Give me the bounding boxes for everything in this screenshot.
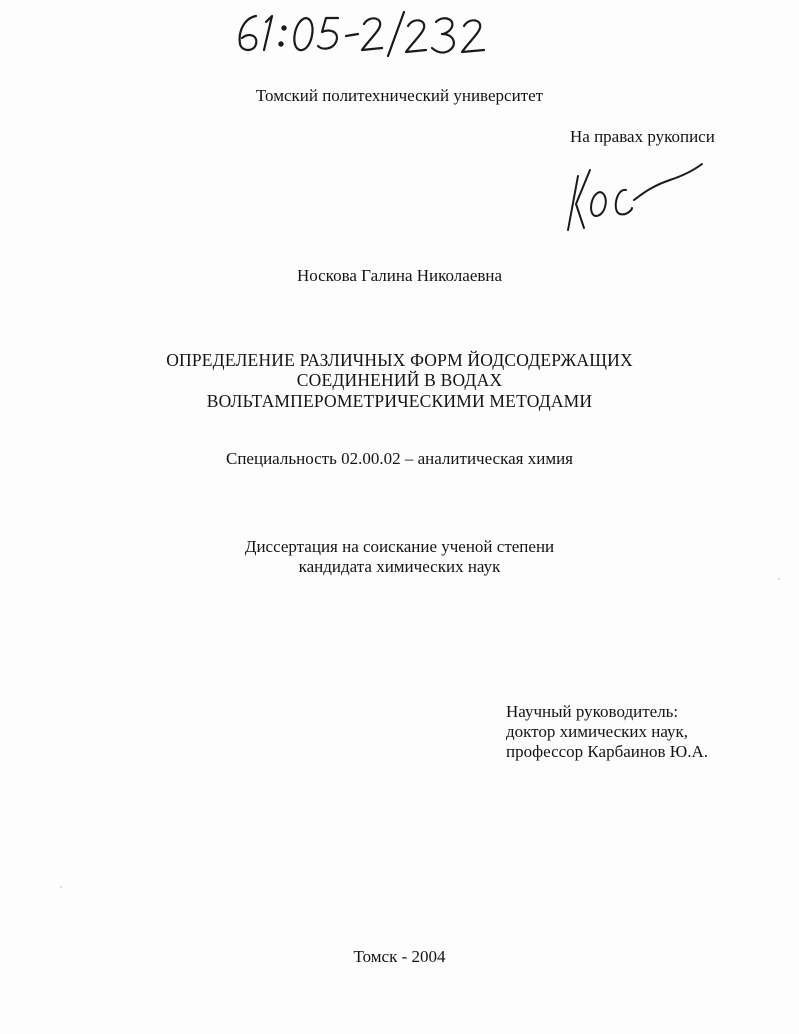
handwritten-archive-code [228, 8, 498, 60]
place-year: Томск - 2004 [353, 947, 446, 966]
degree-line-2: кандидата химических наук [298, 557, 501, 576]
degree-line-1: Диссертация на соискание ученой степени [244, 537, 555, 556]
thesis-title-line-1: ОПРЕДЕЛЕНИЕ РАЗЛИЧНЫХ ФОРМ ЙОДСОДЕРЖАЩИХ [166, 350, 633, 370]
thesis-title-line-3: ВОЛЬТАМПЕРОМЕТРИЧЕСКИМИ МЕТОДАМИ [206, 391, 593, 411]
thesis-title-line-2: СОЕДИНЕНИЙ В ВОДАХ [296, 370, 503, 390]
manuscript-note: На правах рукописи [570, 127, 715, 146]
supervisor-line-3: профессор Карбаинов Ю.А. [506, 742, 708, 761]
signature-text: Кос [560, 150, 562, 151]
archive-code-text: 61:05-2/232 [228, 8, 233, 9]
author-signature [560, 150, 710, 240]
supervisor-line-2: доктор химических наук, [506, 722, 689, 741]
university-name: Томский политехнический университет [255, 86, 544, 105]
supervisor-line-1: Научный руководитель: [506, 702, 679, 721]
author-name: Носкова Галина Николаевна [296, 266, 503, 285]
scan-speck [778, 578, 780, 580]
scan-speck [60, 886, 62, 888]
specialty: Специальность 02.00.02 – аналитическая химия [225, 449, 573, 468]
